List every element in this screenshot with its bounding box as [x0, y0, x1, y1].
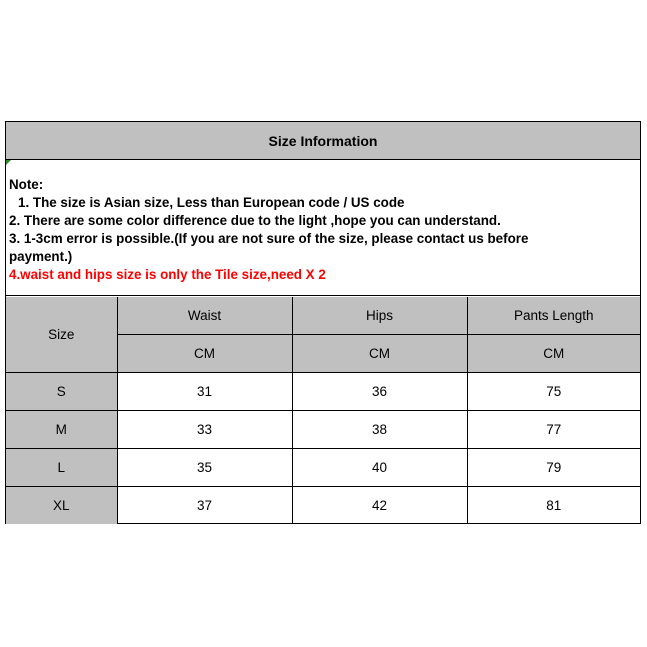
waist-value: 33 [117, 411, 292, 449]
waist-value: 35 [117, 449, 292, 487]
hips-value: 42 [292, 487, 467, 525]
column-header-pants-length: Pants Length [467, 297, 640, 335]
pants-length-value: 79 [467, 449, 640, 487]
table-row [6, 487, 640, 525]
table-row [6, 373, 640, 411]
column-header-waist: Waist [117, 297, 292, 335]
pants-length-value: 81 [467, 487, 640, 525]
pants-length-value: 75 [467, 373, 640, 411]
waist-value: 31 [117, 373, 292, 411]
cell-comment-marker-icon [6, 160, 11, 165]
waist-value: 37 [117, 487, 292, 525]
size-table [6, 297, 640, 524]
size-label: M [6, 411, 117, 449]
table-header-row [6, 297, 640, 335]
size-label: XL [6, 487, 117, 525]
hips-value: 40 [292, 449, 467, 487]
table-row [6, 449, 640, 487]
size-label: L [6, 449, 117, 487]
size-chart [5, 121, 641, 524]
notes-heading: Note: [9, 177, 44, 192]
unit-hips: CM [292, 335, 467, 373]
note-line-3: 3. 1-3cm error is possible.(If you are not sure of the size, please contact us before [9, 231, 529, 246]
note-line-2: 2. There are some color difference due to the light ,hope you can understand. [9, 213, 501, 228]
notes-block [6, 160, 640, 296]
unit-waist: CM [117, 335, 292, 373]
note-line-1: 1. The size is Asian size, Less than European code / US code [18, 195, 405, 210]
pants-length-value: 77 [467, 411, 640, 449]
column-header-hips: Hips [292, 297, 467, 335]
size-chart-title: Size Information [6, 122, 640, 160]
note-line-4: 4.waist and hips size is only the Tile size,need X 2 [9, 267, 326, 282]
hips-value: 36 [292, 373, 467, 411]
unit-pants-length: CM [467, 335, 640, 373]
size-column-header: Size [6, 297, 117, 373]
hips-value: 38 [292, 411, 467, 449]
note-line-3-continued: payment.) [9, 249, 73, 264]
table-row [6, 411, 640, 449]
size-label: S [6, 373, 117, 411]
